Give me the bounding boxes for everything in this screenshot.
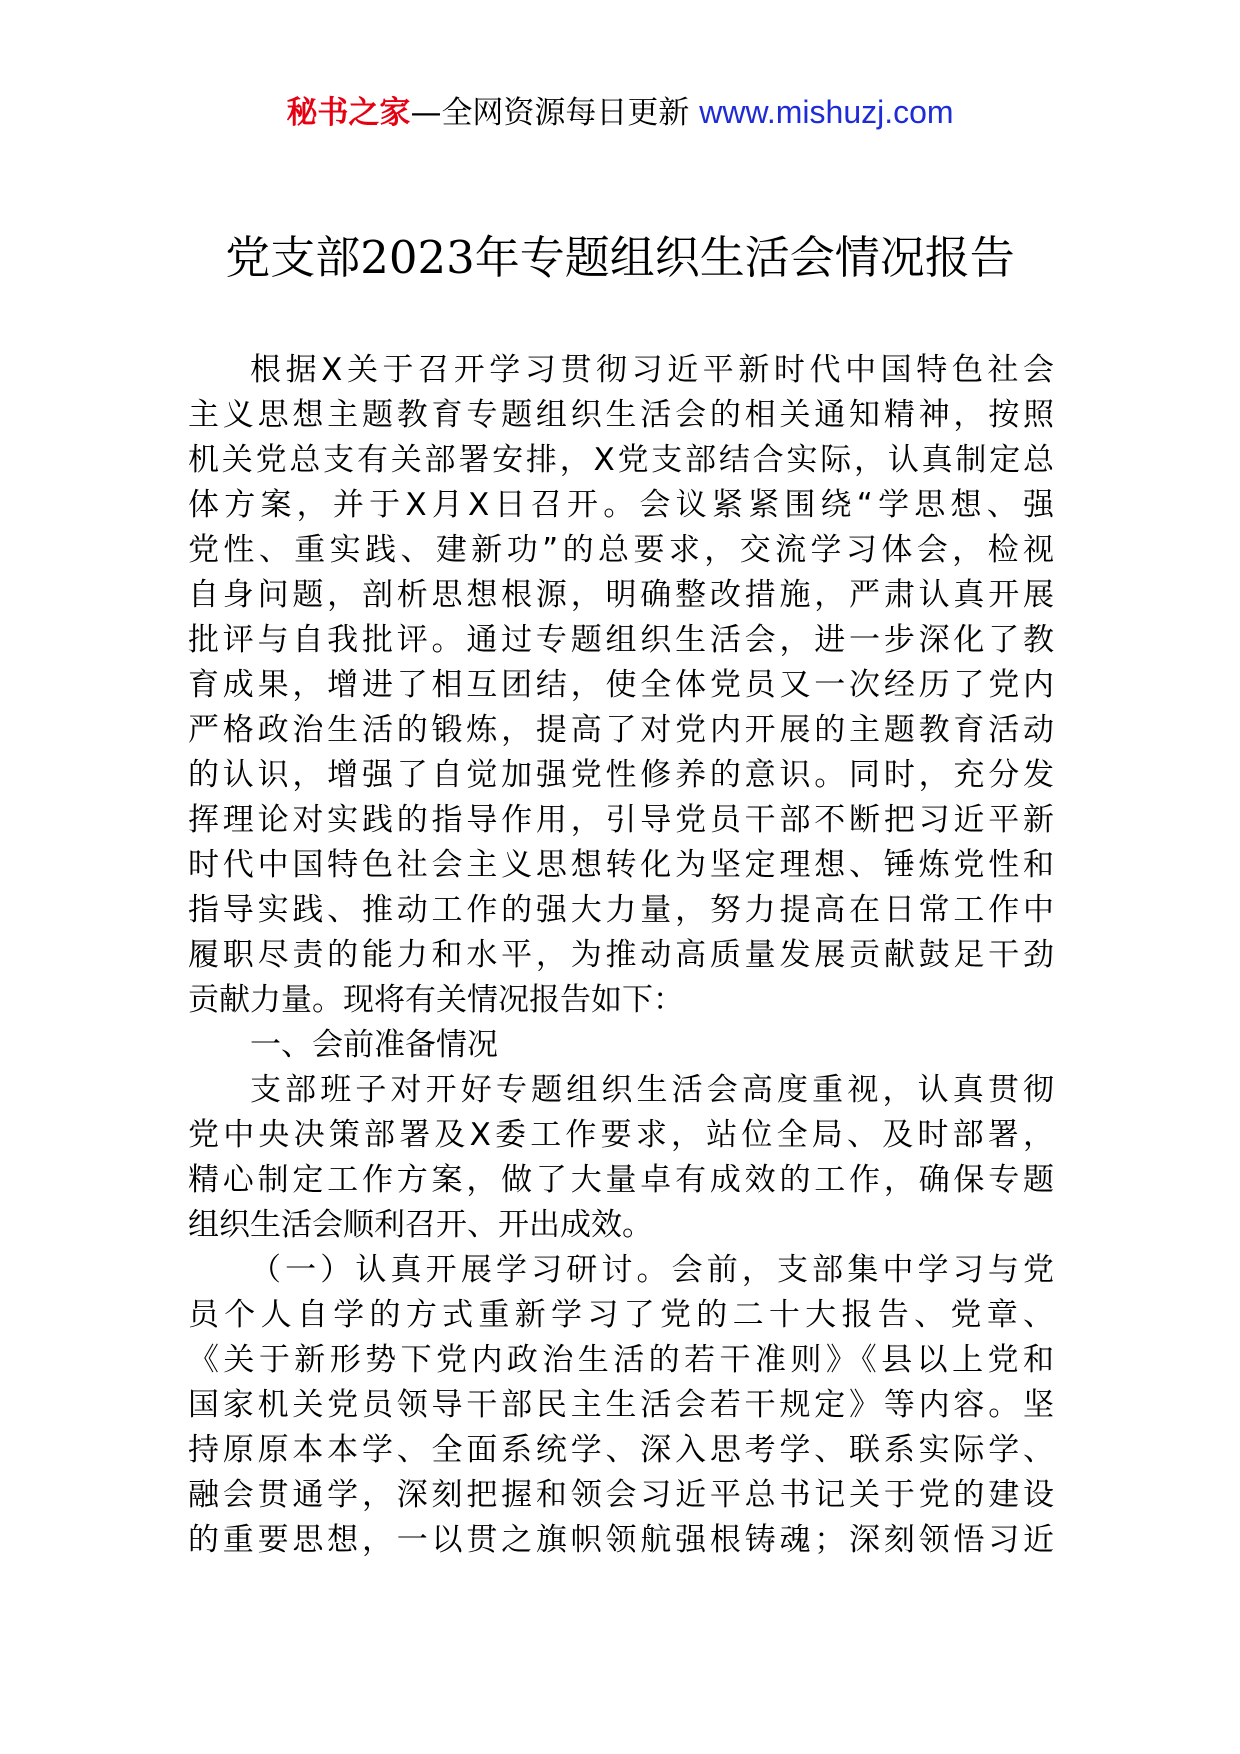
body-line: 育成果，增进了相互团结，使全体党员又一次经历了党内 [188,667,1054,703]
body-line: 《关于新形势下党内政治生活的若干准则》《县以上党和 [188,1342,1054,1378]
body-line: 挥理论对实践的指导作用，引导党员干部不断把习近平新 [188,802,1054,838]
body-line: 员个人自学的方式重新学习了党的二十大报告、党章、 [188,1297,1054,1333]
body-line: 的认识，增强了自觉加强党性修养的意识。同时，充分发 [188,757,1054,793]
body-line: 主义思想主题教育专题组织生活会的相关通知精神，按照 [188,397,1054,433]
section-heading: 一、会前准备情况 [250,1027,498,1063]
banner-url-link[interactable]: www.mishuzj.com [699,94,954,130]
body-line: 国家机关党员领导干部民主生活会若干规定》等内容。坚 [188,1387,1054,1423]
brand-name: 秘书之家 [286,95,411,131]
body-line: 机关党总支有关部署安排，X党支部结合实际，认真制定总 [188,442,1054,478]
body-line: 指导实践、推动工作的强大力量，努力提高在日常工作中 [188,892,1054,928]
body-line: 组织生活会顺利召开、开出成效。 [188,1207,653,1243]
site-banner [0,92,1240,133]
body-line: 精心制定工作方案，做了大量卓有成效的工作，确保专题 [188,1162,1054,1198]
banner-tagline: —全网资源每日更新 [410,95,700,131]
body-line: 党中央决策部署及X委工作要求，站位全局、及时部署， [188,1117,1054,1153]
body-line: 持原原本本学、全面系统学、深入思考学、联系实际学、 [188,1432,1054,1468]
body-line: 自身问题，剖析思想根源，明确整改措施，严肃认真开展 [188,577,1054,613]
body-line: 根据X关于召开学习贯彻习近平新时代中国特色社会 [250,352,1054,388]
body-line: 体方案，并于X月X日召开。会议紧紧围绕“学思想、强 [188,487,1054,523]
body-line: 批评与自我批评。通过专题组织生活会，进一步深化了教 [188,622,1054,658]
body-line: 严格政治生活的锻炼，提高了对党内开展的主题教育活动 [188,712,1054,748]
body-line: 的重要思想，一以贯之旗帜领航强根铸魂；深刻领悟习近 [188,1522,1054,1558]
body-line: 时代中国特色社会主义思想转化为坚定理想、锤炼党性和 [188,847,1054,883]
document-title: 党支部2023年专题组织生活会情况报告 [225,231,1015,284]
subsection-line: （一）认真开展学习研讨。会前，支部集中学习与党 [250,1252,1054,1288]
body-line: 党性、重实践、建新功”的总要求，交流学习体会，检视 [188,532,1054,568]
body-line: 贡献力量。现将有关情况报告如下： [188,982,684,1018]
body-line: 履职尽责的能力和水平，为推动高质量发展贡献鼓足干劲 [188,937,1054,973]
body-line: 融会贯通学，深刻把握和领会习近平总书记关于党的建设 [188,1477,1054,1513]
body-line: 支部班子对开好专题组织生活会高度重视，认真贯彻 [250,1072,1054,1108]
document-body [188,348,1054,1563]
